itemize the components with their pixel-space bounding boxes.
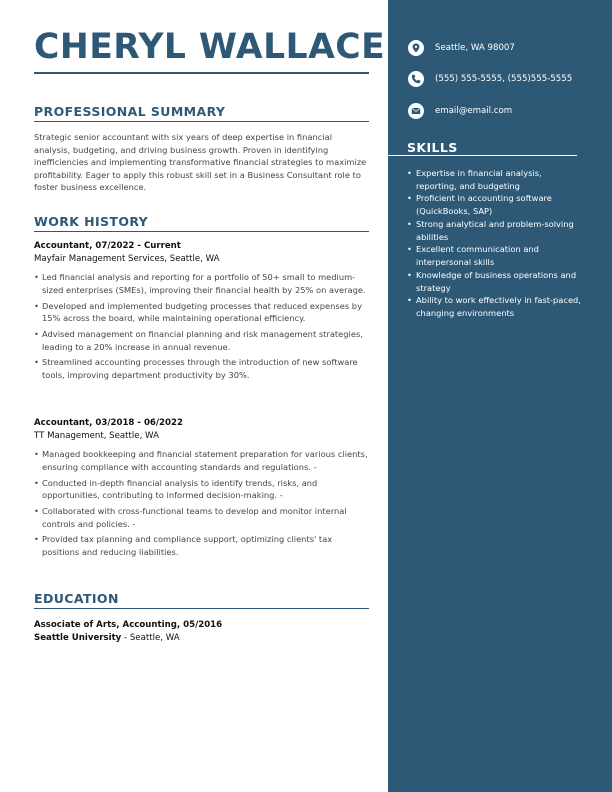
sidebar	[388, 0, 612, 792]
job-company-line	[34, 253, 369, 266]
education-entry	[34, 619, 369, 644]
education-divider	[34, 608, 369, 609]
job-role: Accountant,	[34, 241, 93, 251]
job-title	[34, 240, 369, 253]
education-heading: EDUCATION	[34, 591, 119, 606]
job-location: Seattle, WA	[169, 253, 220, 264]
skill-item: • Knowledge of business operations and strategy	[407, 269, 582, 294]
skill-item: • Proficient in accounting software (QuickBooks, SAP)	[407, 192, 582, 217]
job-company: Mayfair Management Services,	[34, 253, 168, 264]
job-bullet: • Advised management on financial planning and risk management strategies, leading to a 20% increase in annual revenue.	[34, 328, 369, 353]
education-school-line	[34, 632, 369, 645]
job-bullet: • Conducted in-depth financial analysis to identify trends, risks, and opportunities, contributing to informed decision-making. -	[34, 477, 369, 502]
summary-heading: PROFESSIONAL SUMMARY	[34, 104, 226, 119]
job-bullet: • Provided tax planning and compliance support, optimizing clients' tax positions and reducing liabilities.	[34, 533, 369, 558]
contact-email-text: email@email.com	[435, 106, 513, 116]
job-company-line	[34, 430, 369, 443]
job-bullet: • Collaborated with cross-functional teams to develop and monitor internal controls and policies. -	[34, 505, 369, 530]
job-bullet: • Managed bookkeeping and financial statement preparation for various clients, ensuring compliance with accounting standards and regulations. -	[34, 448, 369, 473]
skills-list	[407, 167, 582, 320]
job-bullet: • Developed and implemented budgeting processes that reduced expenses by 15% across the board, while maintaining operational efficiency.	[34, 300, 369, 325]
name-divider	[34, 72, 369, 74]
skill-item: • Excellent communication and interpersonal skills	[407, 243, 582, 268]
skills-heading: SKILLS	[407, 140, 458, 155]
location-pin-icon	[408, 40, 424, 56]
job-location: Seattle, WA	[109, 430, 159, 441]
job-title	[34, 417, 369, 430]
skill-item: • Ability to work effectively in fast-paced, changing environments	[407, 294, 582, 319]
email-icon	[408, 103, 424, 119]
phone-icon	[408, 71, 424, 87]
job-bullets	[34, 448, 369, 558]
job-entry-1	[34, 240, 369, 385]
job-company: TT Management,	[34, 430, 107, 441]
job-bullet: • Streamlined accounting processes through the introduction of new software tools, improving department productivity by 30%.	[34, 356, 369, 381]
education-school: Seattle University	[34, 632, 122, 643]
job-role: Accountant,	[34, 418, 93, 428]
summary-divider	[34, 121, 369, 122]
job-bullet: • Led financial analysis and reporting for a portfolio of 50+ small to medium-sized enterprises (SMEs), improving their financial health by 25% on average.	[34, 271, 369, 296]
job-entry-2	[34, 417, 369, 562]
contact-location-text: Seattle, WA 98007	[435, 43, 515, 53]
job-dates: 07/2022 - Current	[95, 241, 181, 251]
summary-text: Strategic senior accountant with six years of deep expertise in financial analysis, budgeting, and driving business growth. Proven in identifying inefficiencies and implementing transformative financial strategies to maximize profitability. Eager to apply this robust skill set in a Business Consultant role to foster business excellence.	[34, 132, 367, 193]
contact-phone-text: (555) 555-5555, (555)555-5555	[435, 74, 573, 84]
education-degree: Associate of Arts, Accounting, 05/2016	[34, 620, 223, 630]
skill-item: • Expertise in financial analysis, reporting, and budgeting	[407, 167, 582, 192]
candidate-name: CHERYL WALLACE	[34, 27, 386, 67]
work-history-divider	[34, 231, 369, 232]
job-bullets	[34, 271, 369, 381]
education-location: - Seattle, WA	[124, 632, 180, 643]
skills-divider	[388, 155, 577, 156]
job-dates: 03/2018 - 06/2022	[95, 418, 183, 428]
skill-item: • Strong analytical and problem-solving abilities	[407, 218, 582, 243]
work-history-heading: WORK HISTORY	[34, 214, 149, 229]
